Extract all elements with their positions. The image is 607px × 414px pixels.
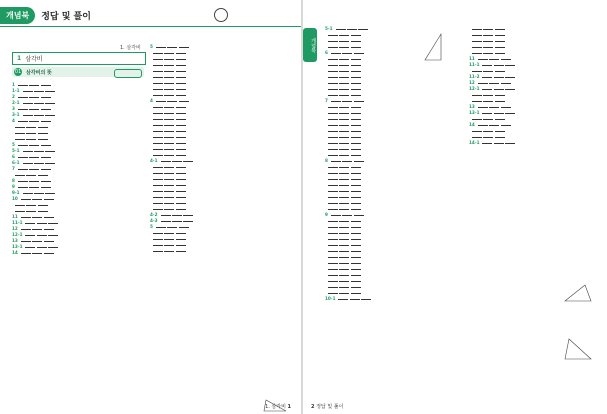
answer-math xyxy=(153,134,186,139)
answer-column-4 xyxy=(469,26,599,146)
answer-math xyxy=(23,88,56,93)
answer-math xyxy=(153,80,186,85)
answer-column-2 xyxy=(150,44,292,254)
answer-math xyxy=(328,38,361,43)
left-page xyxy=(0,0,301,414)
answer-math xyxy=(328,68,361,73)
triangle-figure xyxy=(563,337,593,361)
footer-label: 1. 삼각비 xyxy=(265,404,286,410)
problem-number: 11 xyxy=(12,214,18,219)
answer-math xyxy=(153,74,186,79)
book-tag: 개념북 xyxy=(0,7,35,24)
answer-math xyxy=(18,118,51,123)
answer-math xyxy=(21,238,54,243)
answer-math xyxy=(328,86,361,91)
fraction xyxy=(21,250,31,256)
fraction xyxy=(32,250,42,256)
answer-math xyxy=(328,182,361,187)
answer-line xyxy=(150,248,292,254)
section-number: 01 xyxy=(14,69,22,75)
answer-math xyxy=(328,104,361,109)
answer-math xyxy=(153,170,186,175)
chapter-label: 삼각비 xyxy=(25,56,43,63)
answer-math xyxy=(15,172,48,177)
chapter-heading xyxy=(12,52,146,65)
answer-math xyxy=(328,176,361,181)
answer-math xyxy=(328,236,361,241)
problem-number: 10-1 xyxy=(325,296,336,301)
fraction xyxy=(505,140,515,146)
fraction xyxy=(338,296,348,302)
answer-math xyxy=(153,116,186,121)
answer-math xyxy=(153,56,186,61)
answer-math xyxy=(336,26,369,31)
fraction xyxy=(505,110,515,116)
answer-math xyxy=(153,110,186,115)
problem-number: 11-2 xyxy=(469,74,480,79)
answer-math xyxy=(153,206,186,211)
answer-math xyxy=(15,202,48,207)
answer-line xyxy=(325,296,457,302)
answer-math xyxy=(472,44,505,49)
problem-number: 2 xyxy=(12,94,15,99)
problem-number: 7 xyxy=(325,98,328,103)
answer-math xyxy=(15,130,48,135)
answer-math xyxy=(328,266,361,271)
page-number: 1 xyxy=(287,404,291,410)
answer-math xyxy=(482,140,515,145)
answer-math xyxy=(15,136,48,141)
answer-math xyxy=(478,122,511,127)
footer-label: 정답 및 풀이 xyxy=(316,404,344,410)
section-label: 삼각비의 뜻 xyxy=(26,69,52,76)
fraction xyxy=(482,140,492,146)
problem-number: 5 xyxy=(150,224,153,229)
side-tab: 개념북 xyxy=(303,28,317,62)
answer-line xyxy=(12,250,146,256)
page-number: 2 xyxy=(311,404,315,410)
problem-number: 14 xyxy=(469,122,475,127)
chapter-number: 1 xyxy=(17,55,22,62)
problem-number: 9-1 xyxy=(12,190,20,195)
answer-math xyxy=(328,140,361,145)
answer-math xyxy=(18,106,51,111)
page-footer xyxy=(265,403,291,410)
answer-math xyxy=(472,98,505,103)
answer-math xyxy=(331,98,364,103)
answer-math xyxy=(328,218,361,223)
answer-math xyxy=(328,284,361,289)
answer-math xyxy=(472,116,505,121)
problem-number: 4-3 xyxy=(150,218,158,223)
problem-number: 6-1 xyxy=(12,160,20,165)
problem-number: 9 xyxy=(12,184,15,189)
section-graphic xyxy=(114,69,142,78)
answer-math xyxy=(328,92,361,97)
answer-math xyxy=(328,188,361,193)
problem-number: 12 xyxy=(12,226,18,231)
problem-number: 4 xyxy=(12,118,15,123)
answer-math xyxy=(161,212,194,217)
answer-math xyxy=(153,182,186,187)
answer-math xyxy=(21,250,54,255)
answer-math xyxy=(478,56,511,61)
answer-math xyxy=(153,122,186,127)
problem-number: 5 xyxy=(150,44,153,49)
problem-number: 13 xyxy=(469,104,475,109)
answer-math xyxy=(338,296,371,301)
problem-number: 14 xyxy=(12,250,18,255)
answer-math xyxy=(331,158,364,163)
answer-math xyxy=(153,176,186,181)
answer-math xyxy=(25,232,58,237)
problem-number: 11-1 xyxy=(469,62,480,67)
answer-math xyxy=(25,220,58,225)
header-rule xyxy=(0,26,301,27)
answer-math xyxy=(472,68,505,73)
answer-math xyxy=(328,122,361,127)
answer-math xyxy=(472,128,505,133)
problem-number: 4-2 xyxy=(150,212,158,217)
triangle-figure xyxy=(423,32,443,62)
answer-math xyxy=(472,92,505,97)
fraction xyxy=(494,140,504,146)
answer-math xyxy=(21,196,54,201)
answer-math xyxy=(153,50,186,55)
answer-math xyxy=(153,62,186,67)
answer-math xyxy=(328,32,361,37)
problem-number: 1-1 xyxy=(12,88,20,93)
answer-math xyxy=(328,146,361,151)
answer-math xyxy=(478,80,511,85)
fraction xyxy=(472,68,482,74)
answer-math xyxy=(482,86,515,91)
problem-number: 8 xyxy=(325,158,328,163)
answer-math xyxy=(23,160,56,165)
answer-math xyxy=(153,194,186,199)
problem-number: 12-1 xyxy=(469,86,480,91)
answer-math xyxy=(328,128,361,133)
answer-math xyxy=(153,164,186,169)
answer-math xyxy=(328,242,361,247)
answer-math xyxy=(482,62,515,67)
answer-math xyxy=(328,194,361,199)
answer-math xyxy=(472,50,505,55)
answer-math xyxy=(23,112,56,117)
answer-math xyxy=(472,134,505,139)
answer-math xyxy=(328,230,361,235)
answer-math xyxy=(328,62,361,67)
problem-number: 4-1 xyxy=(150,158,158,163)
problem-number: 14-1 xyxy=(469,140,480,145)
answer-math xyxy=(25,244,58,249)
answer-math xyxy=(153,248,186,253)
problem-number: 11-1 xyxy=(12,220,23,225)
answer-math xyxy=(328,164,361,169)
problem-number: 2-1 xyxy=(12,100,20,105)
answer-math xyxy=(21,214,54,219)
answer-math xyxy=(18,184,51,189)
problem-number: 13-1 xyxy=(12,244,23,249)
triangle-figure xyxy=(563,283,593,303)
problem-number: 5 xyxy=(12,142,15,147)
answer-math xyxy=(153,140,186,145)
answer-math xyxy=(472,26,505,31)
fraction xyxy=(44,250,54,256)
answer-math xyxy=(328,116,361,121)
answer-math xyxy=(156,224,189,229)
problem-number: 12 xyxy=(469,80,475,85)
problem-number: 1 xyxy=(12,82,15,87)
answer-math xyxy=(482,110,515,115)
answer-line xyxy=(469,140,599,146)
answer-math xyxy=(153,146,186,151)
answer-math xyxy=(331,212,364,217)
answer-math xyxy=(482,74,515,79)
mascot-icon xyxy=(214,8,228,22)
problem-number: 7 xyxy=(12,166,15,171)
page-title: 정답 및 풀이 xyxy=(41,11,91,22)
answer-math xyxy=(156,44,189,49)
fraction xyxy=(328,290,338,296)
fraction xyxy=(505,62,515,68)
answer-math xyxy=(478,104,511,109)
answer-math xyxy=(153,236,186,241)
answer-math xyxy=(153,86,186,91)
answer-math xyxy=(331,50,364,55)
answer-math xyxy=(153,128,186,133)
answer-math xyxy=(328,152,361,157)
page-header xyxy=(0,6,110,24)
problem-number: 3-1 xyxy=(12,112,20,117)
answer-math xyxy=(161,218,194,223)
problem-number: 4 xyxy=(150,98,153,103)
answer-math xyxy=(328,200,361,205)
answer-math xyxy=(472,38,505,43)
answer-math xyxy=(18,94,51,99)
problem-number: 5-1 xyxy=(325,26,333,31)
answer-math xyxy=(15,124,48,129)
problem-number: 10 xyxy=(12,196,18,201)
answer-math xyxy=(18,166,51,171)
answer-math xyxy=(328,170,361,175)
problem-number: 6 xyxy=(325,50,328,55)
answer-math xyxy=(328,206,361,211)
answer-math xyxy=(328,260,361,265)
answer-math xyxy=(23,190,56,195)
fraction xyxy=(164,248,174,254)
answer-math xyxy=(328,80,361,85)
answer-math xyxy=(328,224,361,229)
problem-number: 9 xyxy=(325,212,328,217)
problem-number: 5-1 xyxy=(12,148,20,153)
problem-number: 8 xyxy=(12,178,15,183)
answer-math xyxy=(18,154,51,159)
answer-math xyxy=(153,188,186,193)
answer-math xyxy=(15,208,48,213)
answer-math xyxy=(328,110,361,115)
answer-math xyxy=(328,248,361,253)
answer-math xyxy=(328,254,361,259)
answer-math xyxy=(161,158,194,163)
fraction xyxy=(350,296,360,302)
answer-math xyxy=(23,148,56,153)
fraction xyxy=(153,248,163,254)
answer-math xyxy=(328,290,361,295)
right-page xyxy=(303,0,607,414)
answer-math xyxy=(153,152,186,157)
answer-math xyxy=(472,32,505,37)
answer-math xyxy=(153,200,186,205)
problem-number: 11 xyxy=(469,56,475,61)
problem-number: 6 xyxy=(12,154,15,159)
answer-math xyxy=(328,134,361,139)
answer-math xyxy=(18,82,51,87)
answer-math xyxy=(156,98,189,103)
problem-number: 12-1 xyxy=(12,232,23,237)
fraction xyxy=(505,86,515,92)
breadcrumb: 1. 삼각비 xyxy=(120,45,141,51)
answer-math xyxy=(23,100,56,105)
answer-math xyxy=(328,56,361,61)
answer-math xyxy=(18,178,51,183)
answer-math xyxy=(153,230,186,235)
fraction xyxy=(472,134,482,140)
answer-column-1 xyxy=(12,82,146,256)
answer-math xyxy=(21,226,54,231)
answer-math xyxy=(153,242,186,247)
fraction xyxy=(361,296,371,302)
answer-math xyxy=(328,278,361,283)
problem-number: 13-1 xyxy=(469,110,480,115)
answer-column-3 xyxy=(325,26,457,302)
answer-math xyxy=(18,142,51,147)
fraction xyxy=(176,248,186,254)
answer-math xyxy=(153,104,186,109)
problem-number: 13 xyxy=(12,238,18,243)
answer-math xyxy=(328,44,361,49)
answer-math xyxy=(153,92,186,97)
answer-math xyxy=(328,74,361,79)
problem-number: 3 xyxy=(12,106,15,111)
answer-math xyxy=(328,272,361,277)
answer-math xyxy=(153,68,186,73)
page-footer xyxy=(311,403,343,410)
